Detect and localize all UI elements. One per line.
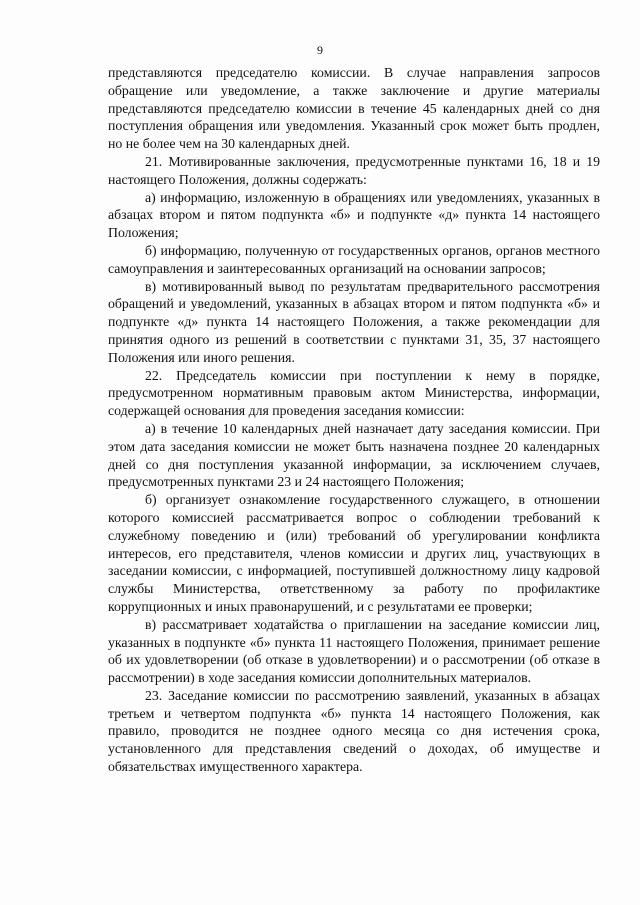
paragraph-22: 22. Председатель комиссии при поступлении к нему в порядке, предусмотренном нормативным правовым актом Министерства, информации, содержащей основания для проведения заседания комиссии:: [108, 367, 600, 419]
paragraph-22-v: в) рассматривает ходатайства о приглашении на заседание комиссии лиц, указанных в подпункте «б» пункта 11 настоящего Положения, принимает решение об их удовлетворении (об отказе в удовлетворении) и о рассмотрении (об отказе в рассмотрении) в ходе заседания комиссии дополнительных материалов.: [108, 616, 600, 686]
paragraph-21-v: в) мотивированный вывод по результатам предварительного рассмотрения обращений и уведомлений, указанных в абзацах втором и пятом подпункта «б» и подпункте «д» пункта 14 настоящего Положения, а также рекомендации для принятия одного из решений в соответствии с пунктами 31, 35, 37 настоящего Положения или иного решения.: [108, 278, 600, 365]
paragraph-21-b: б) информацию, полученную от государственных органов, органов местного самоуправления и заинтересованных организаций на основании запросов;: [108, 242, 600, 276]
paragraph-continuation: представляются председателю комиссии. В случае направления запросов обращение или уведомление, а также заключение и другие материалы представляются председателю комиссии в течение 45 календарных дней со дня поступления обращения или уведомления. Указанный срок может быть продлен, но не более чем на 30 календарных дней.: [108, 65, 600, 152]
paragraph-22-b: б) организует ознакомление государственного служащего, в отношении которого комиссией рассматривается вопрос о соблюдении требований к служебному поведению и (или) требований об урегулировании конфликта интересов, его представителя, членов комиссии и других лиц, участвующих в заседании комиссии, с информацией, поступившей должностному лицу кадровой службы Министерства, ответственному за работу по профилактике коррупционных и иных правонарушений, и с результатами ее проверки;: [108, 492, 600, 614]
page-number: 9: [317, 43, 323, 57]
paragraph-23: 23. Заседание комиссии по рассмотрению заявлений, указанных в абзацах третьем и четвертом подпункта «б» пункта 14 настоящего Положения, как правило, проводится не позднее одного месяца со дня истечения срока, установленного для представления сведений о доходах, об имуществе и обязательствах имущественного характера.: [108, 687, 600, 775]
paragraph-21: 21. Мотивированные заключения, предусмотренные пунктами 16, 18 и 19 настоящего Положения, должны содержать:: [108, 153, 600, 187]
paragraph-21-a: а) информацию, изложенную в обращениях или уведомлениях, указанных в абзацах втором и пятом подпункта «б» и подпункте «д» пункта 14 настоящего Положения;: [108, 189, 600, 241]
document-body: [108, 64, 600, 776]
paragraph-22-a: а) в течение 10 календарных дней назначает дату заседания комиссии. При этом дата заседания комиссии не может быть назначена позднее 20 календарных дней со дня поступления указанной информации, за исключением случаев, предусмотренных пунктами 23 и 24 настоящего Положения;: [108, 420, 600, 490]
